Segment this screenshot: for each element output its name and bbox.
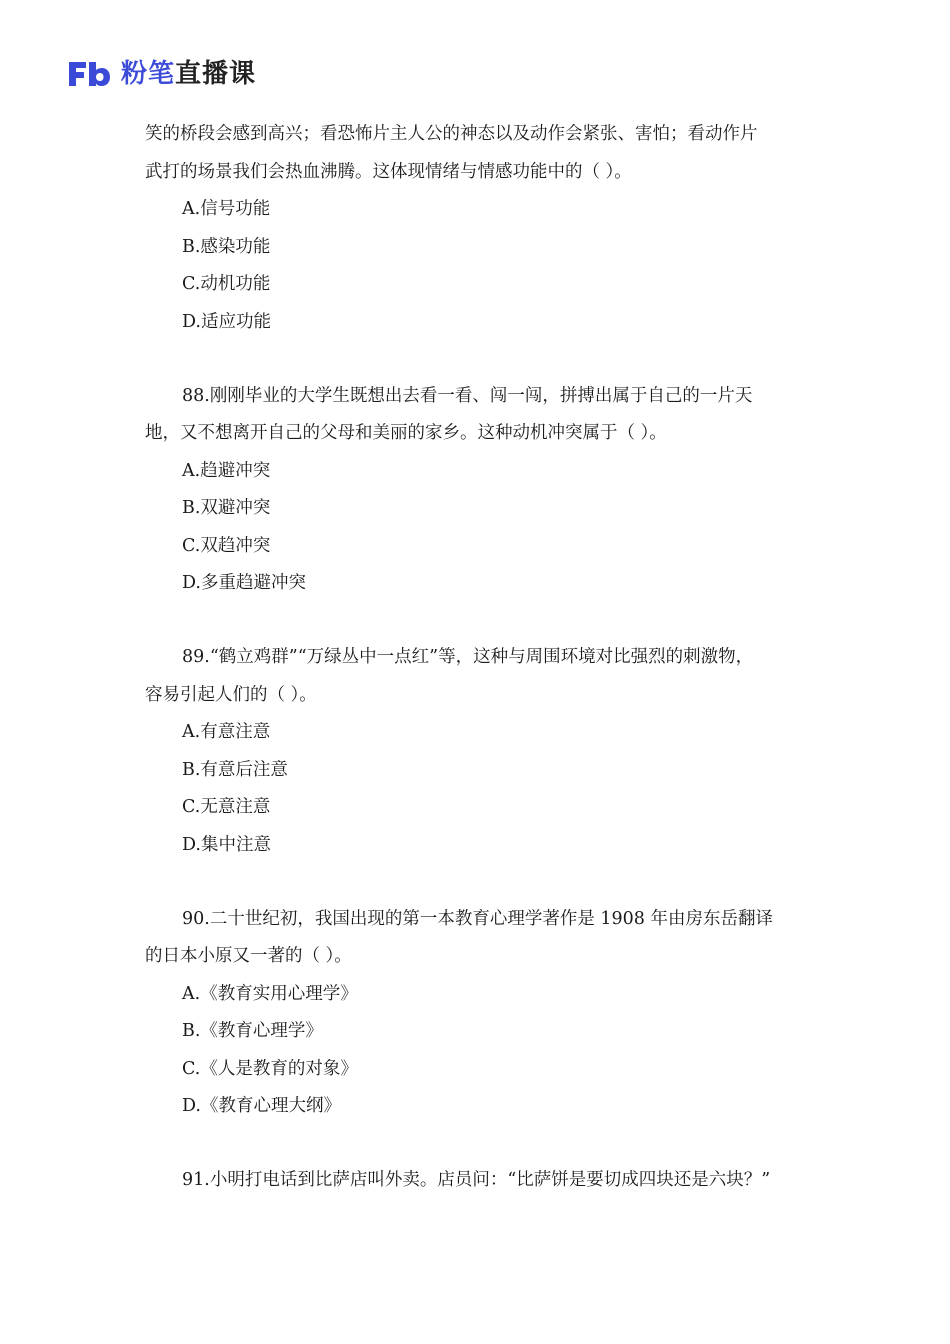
question-text-line: 90.二十世纪初，我国出现的第一本教育心理学著作是 1908 年由房东岳翻译 [182, 908, 773, 929]
spacer [145, 1126, 813, 1163]
brand-logo [67, 56, 256, 92]
question-text-line: 91.小明打电话到比萨店叫外卖。店员问：“比萨饼是要切成四块还是六块？” [182, 1170, 771, 1190]
option-c: C.无意注意 [182, 797, 271, 817]
option-b: B.有意后注意 [182, 759, 288, 780]
question-text-line: 容易引起人们的（ ）。 [145, 684, 317, 705]
question-text-line: 的日本小原又一著的（ ）。 [145, 946, 352, 966]
option-c: C.双趋冲突 [182, 535, 271, 556]
option-a: A.《教育实用心理学》 [182, 983, 358, 1004]
question-text-line: 地，又不想离开自己的父母和美丽的家乡。这种动机冲突属于（ ）。 [145, 423, 667, 443]
option-b: B.双避冲突 [182, 498, 271, 518]
question-text-line: 88.刚刚毕业的大学生既想出去看一看、闯一闯，拼搏出属于自己的一片天 [182, 385, 753, 406]
question-91 [145, 1162, 813, 1200]
question-89 [145, 639, 813, 864]
question-90 [145, 901, 813, 1126]
option-c: C.《人是教育的对象》 [182, 1058, 358, 1079]
option-b: B.《教育心理学》 [182, 1021, 323, 1041]
option-d: D.适应功能 [182, 311, 271, 332]
question-text-line: 笑的桥段会感到高兴；看恐怖片主人公的神态以及动作会紧张、害怕；看动作片 [145, 124, 758, 144]
logo-brand-text: 粉笔 [121, 59, 176, 89]
spacer [145, 603, 813, 640]
fb-logo-icon [67, 60, 111, 88]
option-a: A.有意注意 [182, 722, 271, 742]
logo-rest-text: 直播课 [175, 59, 257, 89]
option-d: D.多重趋避冲突 [182, 573, 306, 593]
option-a: A.信号功能 [182, 199, 271, 219]
option-b: B.感染功能 [182, 236, 271, 257]
question-intro [145, 116, 813, 341]
question-content [145, 116, 813, 1200]
question-88 [145, 378, 813, 603]
question-text-line: 89.“鹤立鸡群”“万绿丛中一点红”等，这种与周围环境对比强烈的刺激物， [182, 647, 754, 667]
option-a: A.趋避冲突 [182, 460, 271, 481]
option-d: D.《教育心理大纲》 [182, 1096, 341, 1116]
spacer [145, 864, 813, 901]
option-c: C.动机功能 [182, 274, 271, 294]
option-d: D.集中注意 [182, 834, 271, 855]
logo-text [121, 56, 256, 92]
question-text-line: 武打的场景我们会热血沸腾。这体现情绪与情感功能中的（ ）。 [145, 161, 632, 182]
spacer [145, 341, 813, 378]
